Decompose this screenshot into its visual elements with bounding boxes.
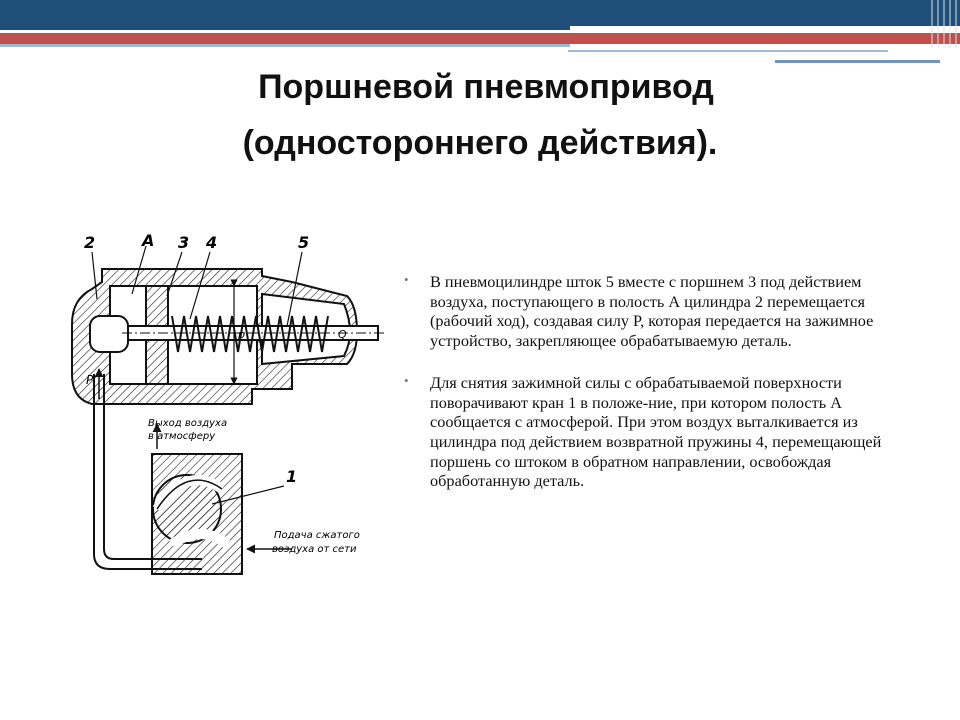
header-bar-white-gap: [570, 26, 960, 31]
label-p-force: Р: [86, 373, 94, 387]
paragraph-2: [402, 373, 922, 491]
body-text-list: [402, 272, 922, 513]
label-q: Q: [338, 328, 347, 341]
valve-crane: [152, 454, 242, 574]
bullet-icon: •: [404, 272, 409, 287]
label-5: 5: [298, 233, 310, 252]
header-bar-light: [0, 44, 570, 47]
slide-title-line-2: (одностороннего действия).: [242, 124, 718, 162]
header-line-2: [775, 60, 940, 63]
label-supply-1: Подача сжатого: [274, 530, 360, 541]
air-chamber-a: [90, 316, 128, 352]
slide-title-line-1: Поршневой пневмопривод: [258, 68, 714, 106]
header-bar-red: [0, 33, 960, 44]
label-exhaust-2: в атмосферу: [148, 431, 216, 442]
label-exhaust-1: Выход воздуха: [148, 418, 228, 429]
paragraph-1: [402, 272, 922, 351]
label-1: 1: [286, 467, 298, 486]
pneumatic-actuator-diagram: [62, 224, 392, 584]
paragraph-2-text: Для снятия зажимной силы с обрабатываемой поверхности поворачивают кран 1 в положе-ние, при котором полость А сообщается с атмосферой. При этом воздух выталкивается из цилиндра под действием возвратной пружины 4, перемещающей поршень со штоком в обратном направлении, освобождая обработанную деталь.: [430, 372, 882, 491]
header-bar-dark: [0, 0, 960, 30]
label-3: 3: [178, 233, 190, 252]
header-line-1: [568, 50, 888, 52]
paragraph-1-text: В пневмоцилиндре шток 5 вместе с поршнем 3 под действием воздуха, поступающего в полость А цилиндра 2 перемещается (рабочий ход), создавая силу Р, которая передается на зажимное устройство, закрепляющее обрабатываемую деталь.: [430, 272, 874, 351]
bullet-icon: •: [404, 372, 409, 388]
label-p-pressure: р: [238, 328, 245, 341]
label-4: 4: [206, 233, 218, 252]
label-supply-2: воздуха от сети: [272, 544, 357, 555]
label-2: 2: [84, 233, 96, 252]
label-a: А: [142, 231, 155, 250]
